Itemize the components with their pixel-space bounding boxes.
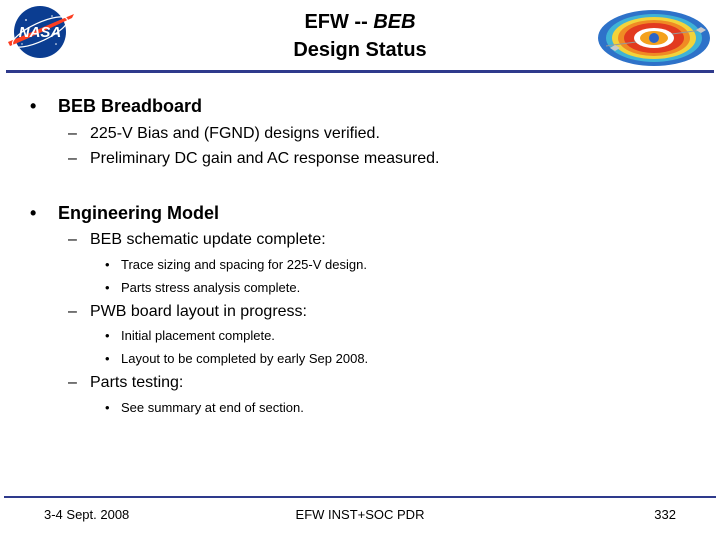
list-item-text: BEB schematic update complete: [90, 231, 326, 248]
list-item [68, 125, 380, 143]
list-item [68, 303, 307, 321]
sub-list-item-text: Trace sizing and spacing for 225-V design. [121, 257, 367, 272]
sub-list-item-text: See summary at end of section. [121, 400, 304, 415]
dash-icon: – [68, 231, 77, 248]
dash-icon: – [68, 150, 77, 167]
sub-list-item-text: Parts stress analysis complete. [121, 280, 301, 295]
list-item [68, 231, 326, 249]
list-item [68, 150, 440, 168]
title-line1 [180, 8, 540, 36]
list-item-text: Preliminary DC gain and AC response measured. [90, 150, 440, 167]
list-item [68, 374, 184, 392]
radiation-belts-image [596, 8, 712, 68]
bullet-icon: • [105, 328, 110, 343]
title-italic: BEB [373, 11, 416, 33]
sub-list-item [105, 280, 301, 295]
bullet-icon: • [30, 203, 37, 223]
dash-icon: – [68, 303, 77, 320]
bullet-icon: • [105, 351, 110, 366]
footer-center-text: EFW INST+SOC PDR [295, 507, 425, 522]
title-prefix: EFW -- [304, 11, 374, 33]
dash-icon: – [68, 125, 77, 142]
list-item-text: 225-V Bias and (FGND) designs verified. [90, 125, 380, 142]
sub-list-item-text: Initial placement complete. [121, 328, 275, 343]
section-heading-text: Engineering Model [58, 203, 220, 223]
section-heading-breadboard [30, 96, 203, 117]
sub-list-item-text: Layout to be completed by early Sep 2008. [121, 351, 369, 366]
footer-date: 3-4 Sept. 2008 [44, 507, 130, 522]
page-number: 332 [654, 507, 676, 522]
header-rule [6, 70, 714, 73]
sub-list-item [105, 400, 304, 415]
section-heading-text: BEB Breadboard [58, 96, 203, 116]
footer-rule [4, 496, 716, 498]
bullet-icon: • [30, 96, 37, 116]
bullet-icon: • [105, 280, 110, 295]
nasa-logo-icon [4, 4, 76, 60]
bullet-icon: • [105, 257, 110, 272]
title-line2: Design Status [293, 39, 427, 61]
sub-list-item [105, 351, 369, 366]
list-item-text: PWB board layout in progress: [90, 303, 307, 320]
logo-text: NASA [18, 24, 62, 41]
slide-title [180, 8, 540, 64]
bullet-icon: • [105, 400, 110, 415]
sub-list-item [105, 257, 367, 272]
sub-list-item [105, 328, 275, 343]
section-heading-engineering-model [30, 203, 220, 224]
dash-icon: – [68, 374, 77, 391]
list-item-text: Parts testing: [90, 374, 184, 391]
